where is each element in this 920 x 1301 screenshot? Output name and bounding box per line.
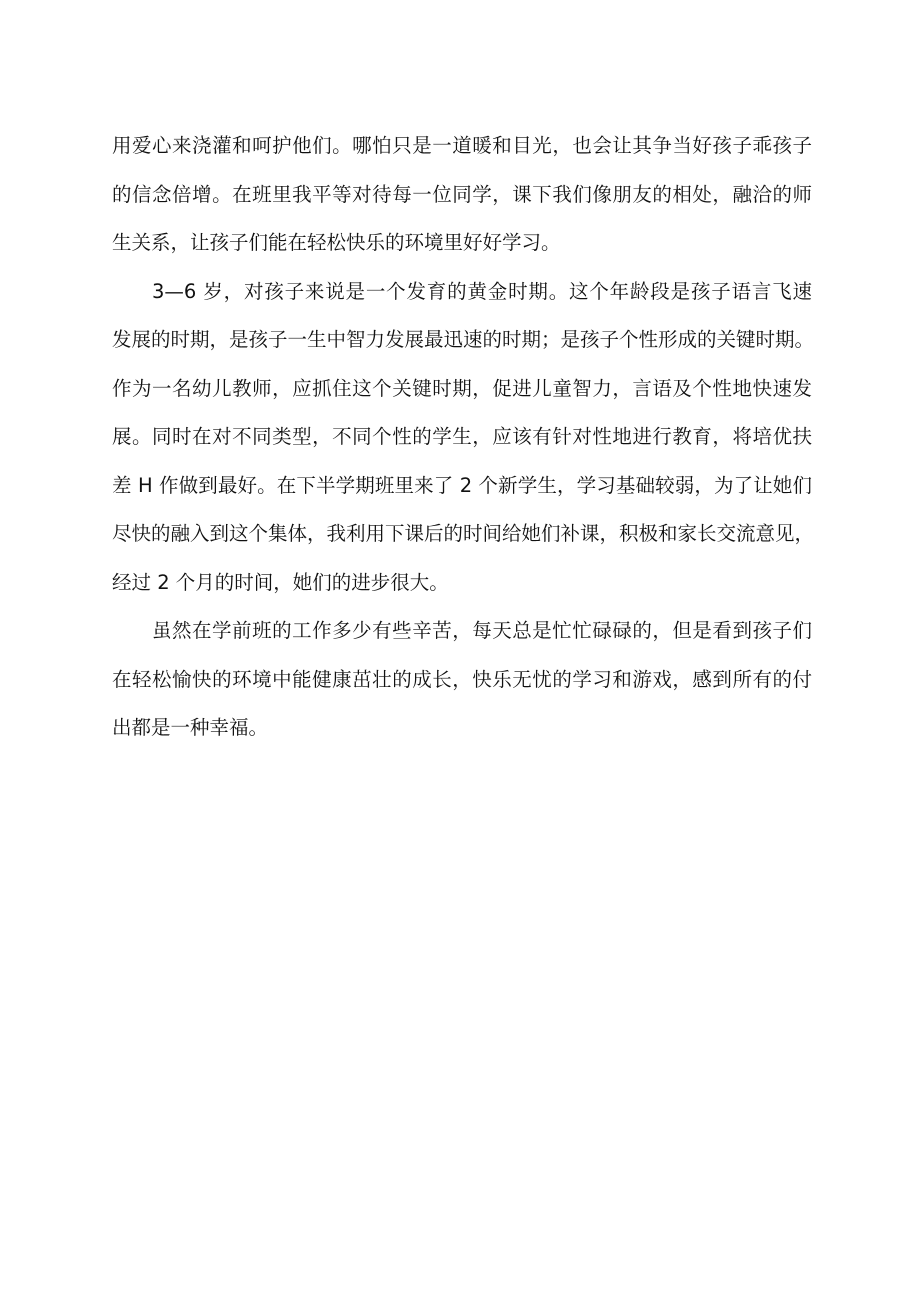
paragraph-2: [112, 268, 815, 608]
paragraph-1: [112, 122, 812, 268]
paragraph-3: [112, 607, 812, 753]
paragraph-line: 经过 2 个月的时间，她们的进步很大。: [112, 570, 449, 594]
paragraph-line: 的信念倍增。在班里我平等对待每一位同学，课下我们像朋友的相处，融洽的师: [112, 182, 812, 206]
paragraph-line: 虽然在学前班的工作多少有些辛苦，每天总是忙忙碌碌的，但是看到孩子们: [152, 619, 812, 642]
paragraph-line: 用爱心来浇灌和呵护他们。哪怕只是一道暖和目光，也会让其争当好孩子乖孩子: [112, 134, 812, 157]
paragraph-line: 发展的时期，是孩子一生中智力发展最迅速的时期；是孩子个性形成的关键时期。: [112, 328, 815, 351]
paragraph-line: 出都是一种幸福。: [112, 716, 269, 739]
paragraph-line: 差 H 作做到最好。在下半学期班里来了 2 个新学生，学习基础较弱，为了让她们: [112, 473, 812, 497]
paragraph-line: 3—6 岁，对孩子来说是一个发育的黄金时期。这个年龄段是孩子语言飞速: [152, 279, 812, 303]
paragraph-line: 在轻松愉快的环境中能健康茁壮的成长，快乐无忧的学习和游戏，感到所有的付: [112, 667, 812, 691]
paragraph-line: 展。同时在对不同类型，不同个性的学生，应该有针对性地进行教育，将培优扶: [112, 425, 812, 448]
document-body: [112, 122, 815, 753]
paragraph-line: 生关系，让孩子们能在轻松快乐的环境里好好学习。: [112, 231, 561, 254]
paragraph-line: 尽快的融入到这个集体，我利用下课后的时间给她们补课，积极和家长交流意见，: [112, 522, 815, 545]
paragraph-line: 作为一名幼儿教师，应抓住这个关键时期，促进儿童智力，言语及个性地快速发: [112, 376, 812, 400]
